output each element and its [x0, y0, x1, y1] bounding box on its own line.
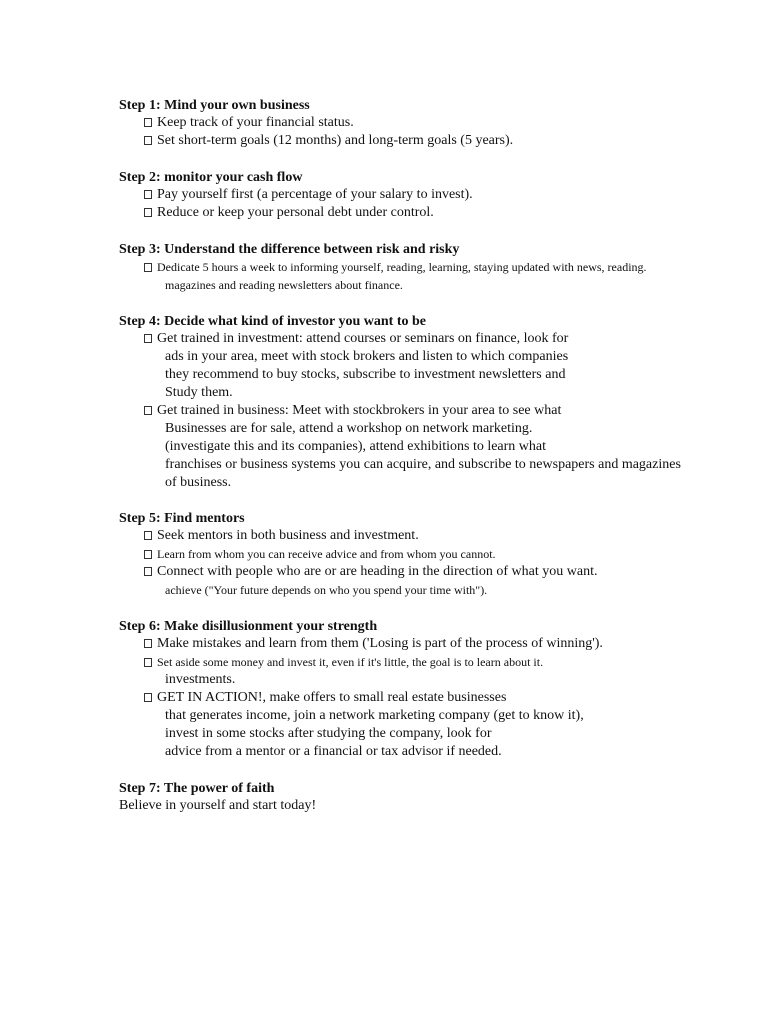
checkbox-glyph-icon [144, 531, 152, 540]
step-7 [119, 780, 749, 815]
checkbox-glyph-icon [144, 406, 152, 415]
step-5 [119, 510, 749, 599]
step-4 [119, 313, 749, 492]
step-6-bullet-3-cont: invest in some stocks after studying the company, look for [165, 726, 492, 741]
step-5-bullet-2: Learn from whom you can receive advice and from whom you cannot. [119, 545, 749, 563]
checkbox-glyph-icon [144, 263, 152, 272]
step-2-bullet-1: Pay yourself first (a percentage of your salary to invest). [119, 186, 749, 204]
step-2 [119, 169, 749, 222]
step-1-heading: Step 1: Mind your own business [119, 98, 310, 113]
step-6-bullet-3-cont: that generates income, join a network marketing company (get to know it), [165, 708, 584, 723]
step-4-bullet-2-cont: (investigate this and its companies), attend exhibitions to learn what [165, 439, 547, 454]
step-4-bullet-2-cont: Businesses are for sale, attend a workshop on network marketing. [165, 421, 533, 436]
step-3 [119, 241, 749, 294]
step-4-bullet-1-cont: they recommend to buy stocks, subscribe to investment newsletters and [165, 367, 566, 382]
step-2-bullet-2: Reduce or keep your personal debt under control. [119, 204, 749, 222]
checkbox-glyph-icon [144, 208, 152, 217]
step-4-bullet-2-cont: franchises or business systems you can acquire, and subscribe to newspapers and magazines [165, 457, 681, 472]
step-6-bullet-2-cont: investments. [165, 672, 236, 687]
step-7-text: Believe in yourself and start today! [119, 798, 317, 813]
step-3-bullet-1: Dedicate 5 hours a week to informing yourself, reading, learning, staying updated with news, reading. [119, 258, 749, 276]
step-1-bullet-1: Keep track of your financial status. [119, 114, 749, 132]
step-4-heading: Step 4: Decide what kind of investor you want to be [119, 314, 426, 329]
step-6-heading: Step 6: Make disillusionment your strength [119, 619, 378, 634]
step-6-bullet-2: Set aside some money and invest it, even if it's little, the goal is to learn about it. [119, 653, 749, 671]
step-6-bullet-1: Make mistakes and learn from them ('Losing is part of the process of winning'). [119, 635, 749, 653]
step-3-bullet-1-cont: magazines and reading newsletters about finance. [165, 278, 403, 292]
step-1-bullet-2: Set short-term goals (12 months) and long-term goals (5 years). [119, 132, 749, 150]
step-1 [119, 97, 749, 150]
step-4-bullet-1: Get trained in investment: attend courses or seminars on finance, look for [119, 330, 749, 348]
step-4-bullet-2: Get trained in business: Meet with stockbrokers in your area to see what [119, 402, 749, 420]
step-4-bullet-1-cont: ads in your area, meet with stock brokers and listen to which companies [165, 349, 569, 364]
checkbox-glyph-icon [144, 190, 152, 199]
step-5-bullet-1: Seek mentors in both business and investment. [119, 527, 749, 545]
step-4-bullet-1-cont: Study them. [165, 385, 233, 400]
checkbox-glyph-icon [144, 550, 152, 559]
step-4-bullet-2-cont: of business. [165, 475, 232, 490]
step-6 [119, 618, 749, 761]
step-5-bullet-3: Connect with people who are or are heading in the direction of what you want. [119, 563, 749, 581]
step-6-bullet-3: GET IN ACTION!, make offers to small real estate businesses [119, 689, 749, 707]
step-7-heading: Step 7: The power of faith [119, 781, 275, 796]
step-6-bullet-3-cont: advice from a mentor or a financial or tax advisor if needed. [165, 744, 502, 759]
checkbox-glyph-icon [144, 334, 152, 343]
step-5-heading: Step 5: Find mentors [119, 511, 245, 526]
step-2-heading: Step 2: monitor your cash flow [119, 170, 303, 185]
checkbox-glyph-icon [144, 693, 152, 702]
checkbox-glyph-icon [144, 118, 152, 127]
checkbox-glyph-icon [144, 567, 152, 576]
step-5-bullet-3-cont: achieve ("Your future depends on who you spend your time with"). [165, 583, 488, 597]
checkbox-glyph-icon [144, 658, 152, 667]
checkbox-glyph-icon [144, 639, 152, 648]
step-3-heading: Step 3: Understand the difference between risk and risky [119, 242, 460, 257]
checkbox-glyph-icon [144, 136, 152, 145]
